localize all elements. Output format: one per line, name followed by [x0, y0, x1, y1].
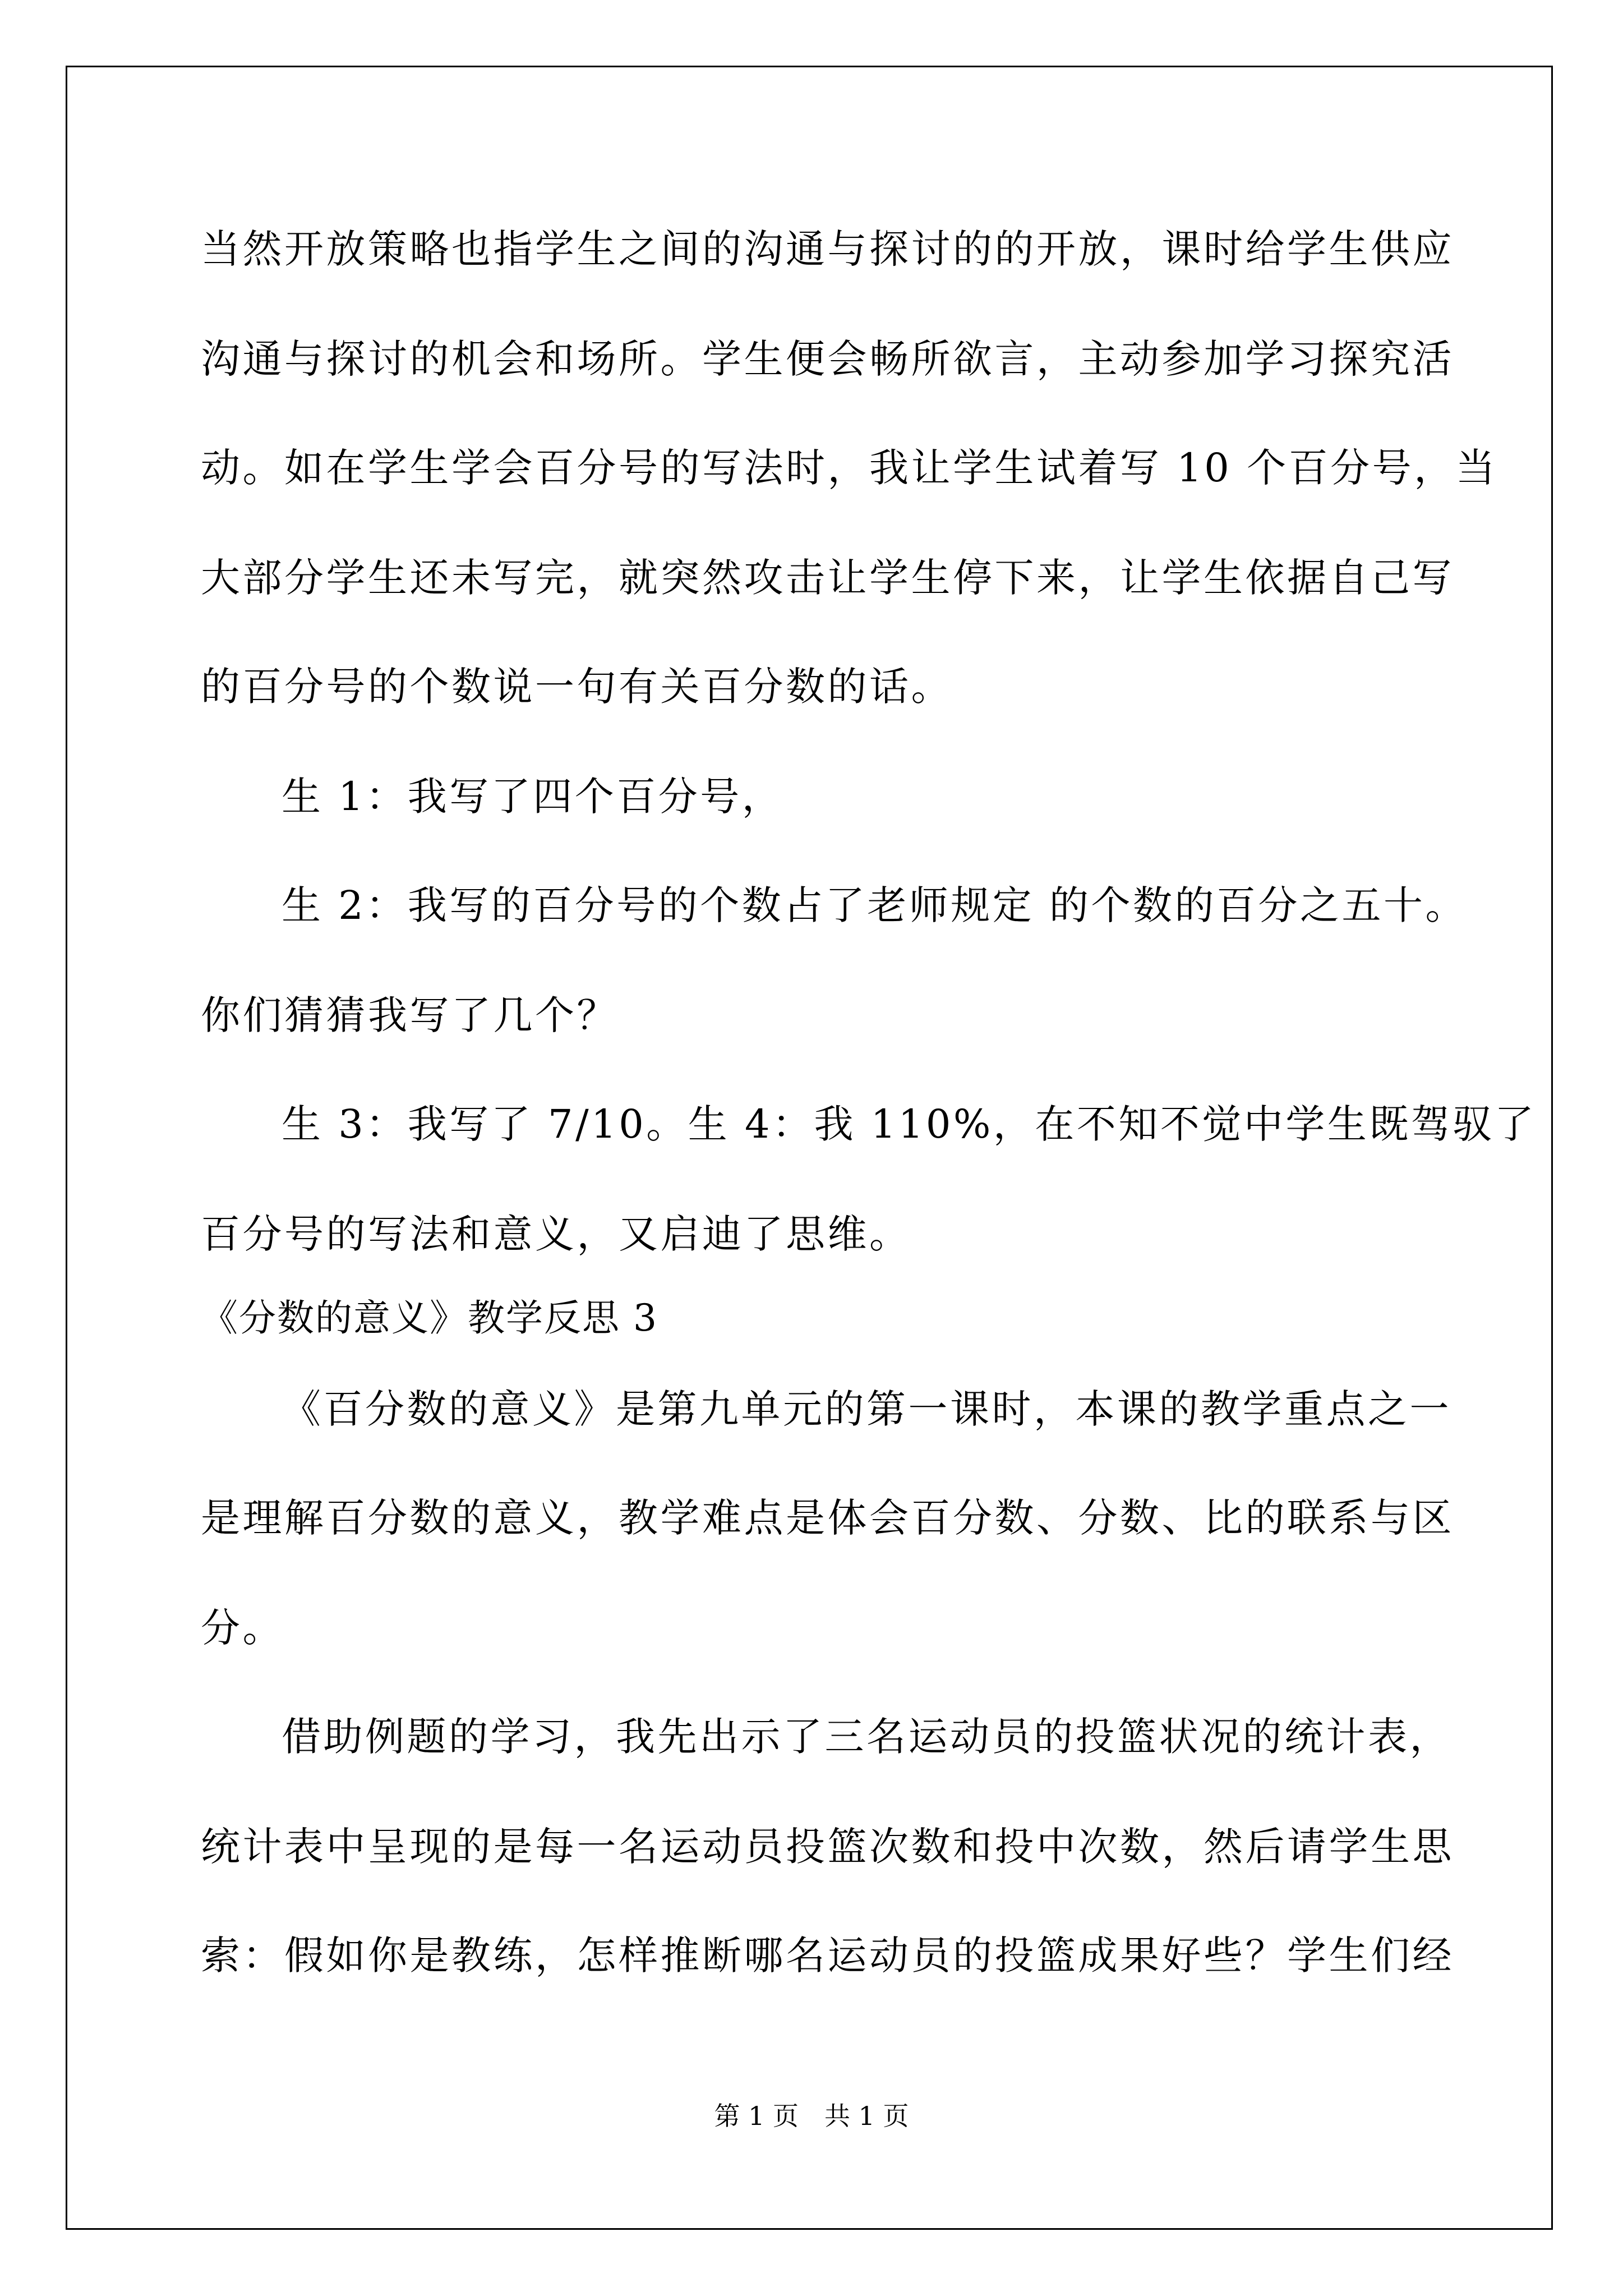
text-line-5: 的百分号的个数说一句有关百分数的话。: [201, 664, 953, 710]
text-line-6: 生 1：我写了四个百分号，: [282, 774, 784, 820]
text-line-9: 生 3：我写了 7/10。生 4：我 110%，在不知不觉中学生既驾驭了: [282, 1101, 1537, 1147]
text-line-12: 《百分数的意义》是第九单元的第一课时，本课的教学重点之一: [282, 1386, 1451, 1432]
text-line-2: 沟通与探讨的机会和场所。学生便会畅所欲言，主动参加学习探究活: [201, 336, 1454, 382]
text-line-8: 你们猜猜我写了几个？: [201, 992, 619, 1038]
text-line-1: 当然开放策略也指学生之间的沟通与探讨的的开放，课时给学生供应: [201, 226, 1454, 272]
section-heading: 《分数的意义》教学反思 3: [201, 1296, 658, 1340]
text-line-3: 动。如在学生学会百分号的写法时，我让学生试着写 10 个百分号，当: [201, 445, 1498, 491]
text-line-15: 借助例题的学习，我先出示了三名运动员的投篮状况的统计表，: [282, 1714, 1451, 1760]
text-line-16: 统计表中呈现的是每一名运动员投篮次数和投中次数，然后请学生思: [201, 1824, 1454, 1870]
text-line-7: 生 2：我写的百分号的个数占了老师规定 的个数的百分之五十。: [282, 882, 1468, 928]
text-line-4: 大部分学生还未写完，就突然攻击让学生停下来，让学生依据自己写: [201, 555, 1454, 601]
text-line-14: 分。: [201, 1605, 284, 1651]
text-line-10: 百分号的写法和意义，又启迪了思维。: [201, 1211, 911, 1257]
text-line-17: 索：假如你是教练，怎样推断哪名运动员的投篮成果好些？学生们经: [201, 1932, 1454, 1978]
page-border: [66, 66, 1553, 2230]
text-line-13: 是理解百分数的意义，教学难点是体会百分数、分数、比的联系与区: [201, 1495, 1454, 1541]
page-footer: 第 1 页 共 1 页: [714, 2101, 909, 2131]
